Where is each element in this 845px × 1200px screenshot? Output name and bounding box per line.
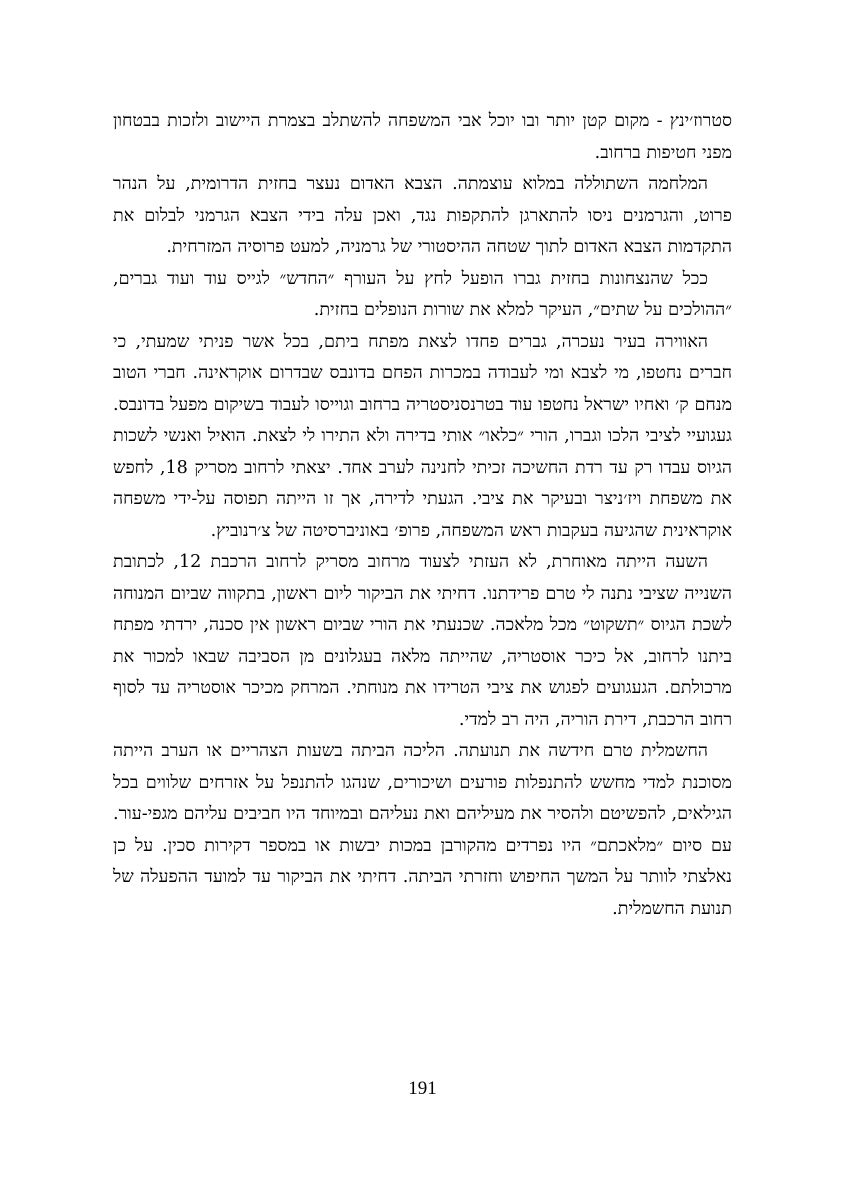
body-text: [113, 106, 732, 925]
paragraph-6: החשמלית טרם חידשה את תנועתה. הליכה הביתה בשעות הצהריים או הערב הייתה מסוכנת למדי מחשש להתנפלות פורעים ושיכורים, שנהגו להתנפל על אזרחים שלווים בכל הגילאים, להפשיטם ולהסיר את מעיליהם ואת נעליהם ובמיוחד היו חביבים עליהם מגפי-עור. עם סיום ״מלאכתם״ היו נפרדים מהקורבן במכות יבשות או במספר דקירות סכין. על כן נאלצתי לוותר על המשך החיפוש וחזרתי הביתה. דחיתי את הביקור עד למועד ההפעלה של תנועת החשמלית.: [113, 741, 732, 919]
paragraph-5: השעה הייתה מאוחרת, לא העזתי לצעוד מרחוב מסריק לרחוב הרכבת 12, לכתובת השנייה שציבי נתנה לי טרם פרידתנו. דחיתי את הביקור ליום ראשון, בתקווה שביום המנוחה לשכת הגיוס ״תשקוט״ מכל מלאכה. שכנעתי את הורי שביום ראשון אין סכנה, ירדתי מפתח ביתנו לרחוב, אל כיכר אוסטריה, שהייתה מלאה בעגלונים מן הסביבה שבאו למכור את מרכולתם. הגעגועים לפגוש את ציבי הטרידו את מנוחתי. המרחק מכיכר אוסטריה עד לסוף רחוב הרכבת, דירת הוריה, היה רב למדי.: [113, 552, 732, 730]
paragraph-2: המלחמה השתוללה במלוא עוצמתה. הצבא האדום נעצר בחזית הדרומית, על הנהר פרוט, והגרמנים ניסו להתארגן להתקפות נגד, ואכן עלה בידי הצבא הגרמני לבלום את התקדמות הצבא האדום לתוך שטחה ההיסטורי של גרמניה, למעט פרוסיה המזרחית.: [113, 174, 732, 257]
page-number: 191: [408, 1078, 437, 1099]
paragraph-1: סטרוז׳ינץ - מקום קטן יותר ובו יוכל אבי המשפחה להשתלב בצמרת היישוב ולזכות בבטחון מפני חטיפות ברחוב.: [113, 111, 732, 163]
paragraph-3: ככל שהנצחונות בחזית גברו הופעל לחץ על העורף ״החדש״ לגייס עוד ועוד גברים, ״ההולכים על שתים״, העיקר למלא את שורות הנופלים בחזית.: [113, 268, 732, 320]
paragraph-4: האווירה בעיר נעכרה, גברים פחדו לצאת מפתח ביתם, בכל אשר פניתי שמעתי, כי חברים נחטפו, מי לצבא ומי לעבודה במכרות הפחם בדונבס שבדרום אוקראינה. חברי הטוב מנחם ק׳ ואחיו ישראל נחטפו עוד בטרנסניסטריה ברחוב וגוייסו לעבוד בשיקום מפעל בדונבס. געגועיי לציבי הלכו וגברו, הורי ״כלאו״ אותי בדירה ולא התירו לי לצאת. הואיל ואנשי לשכות הגיוס עבדו רק עד רדת החשיכה זכיתי לחנינה לערב אחד. יצאתי לרחוב מסריק 18, לחפש את משפחת ויז׳ניצר ובעיקר את ציבי. הגעתי לדירה, אך זו הייתה תפוסה על-ידי משפחה אוקראינית שהגיעה בעקבות ראש המשפחה, פרופ׳ באוניברסיטה של צ׳רנוביץ.: [113, 331, 732, 541]
